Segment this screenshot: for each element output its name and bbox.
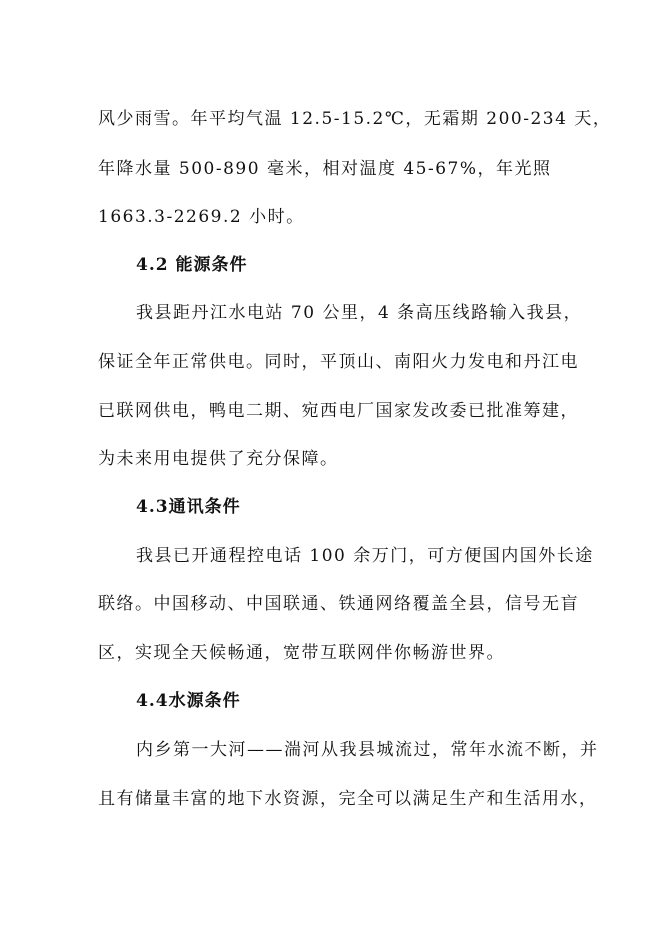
text-line: 年降水量 500-890 毫米，相对温度 45-67%，年光照 [98,159,552,179]
text-line: 且有储量丰富的地下水资源，完全可以满足生产和生活用水， [98,789,598,809]
text-line: 为未来用电提供了充分保障。 [98,449,339,469]
text-line: 风少雨雪。年平均气温 12.5-15.2℃，无霜期 200-234 天， [98,109,612,129]
section-heading-communication: 4.3通讯条件 [136,497,241,517]
text-line: 我县已开通程控电话 100 余万门，可方便国内国外长途 [136,546,594,566]
text-line: 区，实现全天候畅通，宽带互联网伴你畅游世界。 [98,643,505,663]
text-line: 我县距丹江水电站 70 公里，4 条高压线路输入我县， [136,303,583,323]
text-line: 联络。中国移动、中国联通、铁通网络覆盖全县，信号无盲 [98,594,579,614]
text-line: 保证全年正常供电。同时，平顶山、南阳火力发电和丹江电 [98,352,579,372]
text-line: 1663.3-2269.2 小时。 [98,207,305,227]
section-heading-water: 4.4水源条件 [136,691,241,711]
text-line: 已联网供电，鸭电二期、宛西电厂国家发改委已批准筹建， [98,401,579,421]
section-heading-energy: 4.2 能源条件 [136,255,248,275]
text-line: 内乡第一大河——湍河从我县城流过，常年水流不断，并 [136,740,599,760]
